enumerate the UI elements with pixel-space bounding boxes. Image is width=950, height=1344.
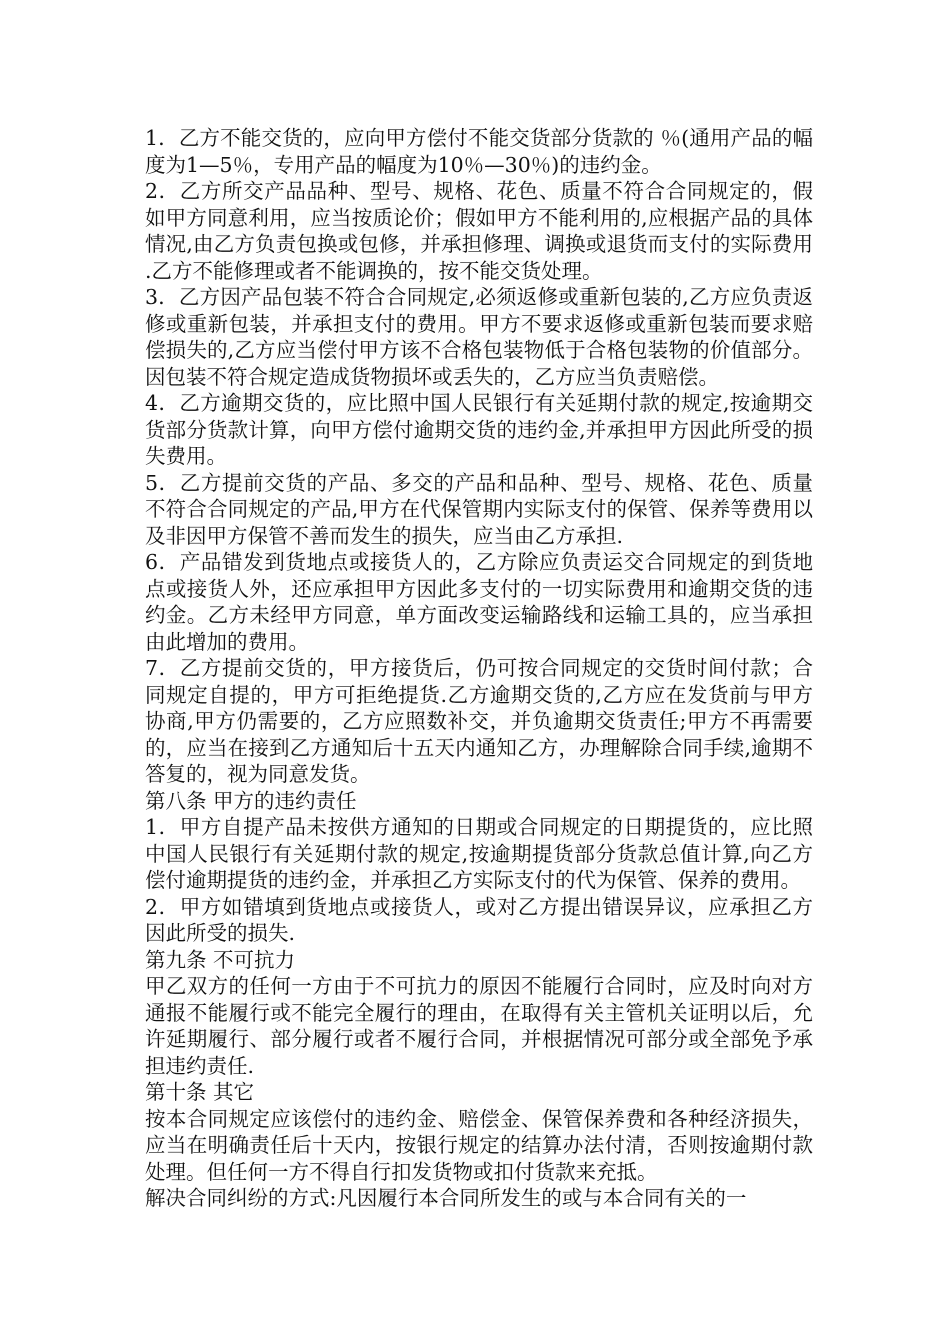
clause-misdelivery: 6．产品错发到货地点或接货人的，乙方除应负责运交合同规定的到货地点或接货人外，还应承担甲方因此多支付的一切实际费用和逾期交货的违约金。乙方未经甲方同意，单方面改变运输路线和运输工具的，应当承担由此增加的费用。: [145, 550, 813, 654]
clause-buyer-wrong-address: 2．甲方如错填到货地点或接货人，或对乙方提出错误异议，应承担乙方因此所受的损失.: [145, 894, 813, 945]
section-heading-article-9: 第九条 不可抗力: [145, 947, 296, 972]
clause-packaging: 3．乙方因产品包装不符合合同规定,必须返修或重新包装的,乙方应负责返修或重新包装，并承担支付的费用。甲方不要求返修或重新包装而要求赔偿损失的,乙方应当偿付甲方该不合格包装物低于合格包装物的价值部分。因包装不符合规定造成货物损坏或丢失的，乙方应当负责赔偿。: [145, 285, 813, 389]
section-heading-article-8: 第八条 甲方的违约责任: [145, 788, 357, 813]
clause-early-delivery-costs: 5．乙方提前交货的产品、多交的产品和品种、型号、规格、花色、质量不符合合同规定的产品,甲方在代保管期内实际支付的保管、保养等费用以及非因甲方保管不善而发生的损失，应当由乙方承担.: [145, 470, 813, 548]
clause-nonconforming-product: 2．乙方所交产品品种、型号、规格、花色、质量不符合合同规定的，假如甲方同意利用，应当按质论价；假如甲方不能利用的,应根据产品的具体情况,由乙方负责包换或包修，并承担修理、调换或退货而支付的实际费用.乙方不能修理或者不能调换的，按不能交货处理。: [145, 179, 813, 283]
clause-force-majeure: 甲乙双方的任何一方由于不可抗力的原因不能履行合同时，应及时向对方通报不能履行或不能完全履行的理由，在取得有关主管机关证明以后，允许延期履行、部分履行或者不履行合同，并根据情况可部分或全部免予承担违约责任.: [145, 974, 813, 1078]
document-body: [145, 125, 813, 1212]
clause-buyer-late-pickup: 1．甲方自提产品未按供方通知的日期或合同规定的日期提货的，应比照中国人民银行有关延期付款的规定,按逾期提货部分货款总值计算,向乙方偿付逾期提货的违约金，并承担乙方实际支付的代为保管、保养的费用。: [145, 815, 813, 892]
clause-early-late-handling: 7．乙方提前交货的，甲方接货后，仍可按合同规定的交货时间付款；合同规定自提的，甲方可拒绝提货.乙方逾期交货的,乙方应在发货前与甲方协商,甲方仍需要的，乙方应照数补交，并负逾期交货责任;甲方不再需要的，应当在接到乙方通知后十五天内通知乙方，办理解除合同手续,逾期不答复的，视为同意发货。: [145, 656, 813, 786]
clause-settlement: 按本合同规定应该偿付的违约金、赔偿金、保管保养费和各种经济损失，应当在明确责任后十天内，按银行规定的结算办法付清，否则按逾期付款处理。但任何一方不得自行扣发货物或扣付货款来充抵。: [145, 1106, 813, 1184]
clause-penalty-non-delivery: 1．乙方不能交货的，应向甲方偿付不能交货部分货款的 ％(通用产品的幅度为1—5％，专用产品的幅度为10％—30％)的违约金。: [145, 126, 813, 177]
clause-dispute-resolution: 解决合同纠纷的方式:凡因履行本合同所发生的或与本合同有关的一: [145, 1186, 747, 1210]
section-heading-article-10: 第十条 其它: [145, 1080, 255, 1104]
clause-late-delivery: 4．乙方逾期交货的，应比照中国人民银行有关延期付款的规定,按逾期交货部分货款计算，向甲方偿付逾期交货的违约金,并承担甲方因此所受的损失费用。: [145, 391, 813, 468]
